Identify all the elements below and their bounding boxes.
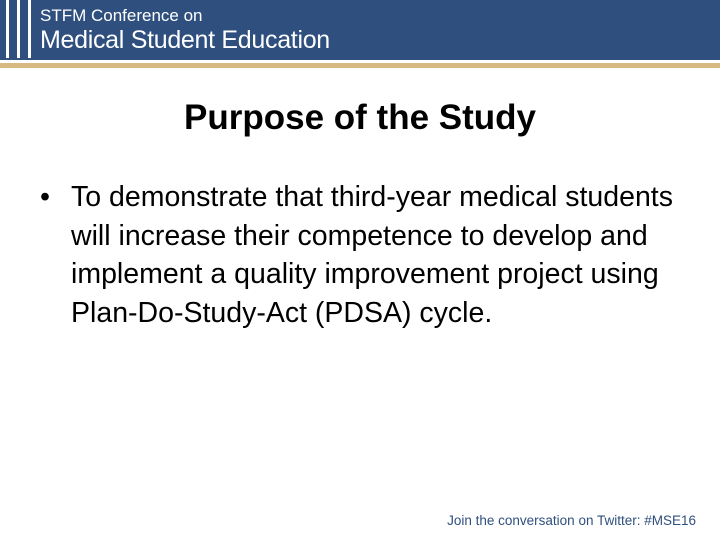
- bullet-item: [40, 178, 680, 332]
- header-stripe: [6, 0, 9, 58]
- header-stripe: [17, 0, 20, 58]
- bullet-text: To demonstrate that third-year medical students will increase their competence to develop and implement a quality improvement project using Plan-Do-Study-Act (PDSA) cycle.: [71, 181, 673, 329]
- bullet-list: [40, 178, 680, 332]
- header-stripe: [28, 0, 31, 58]
- conference-title: Medical Student Education: [40, 26, 330, 54]
- header-accent-divider: [0, 63, 720, 68]
- conference-header-banner: [0, 0, 720, 60]
- header-stripes-decoration: [6, 0, 30, 58]
- conference-subtitle: STFM Conference on: [40, 6, 203, 25]
- slide-title: Purpose of the Study: [184, 98, 536, 137]
- footer-twitter-hashtag: Join the conversation on Twitter: #MSE16: [447, 513, 696, 528]
- bullet-marker-icon: •: [40, 181, 50, 213]
